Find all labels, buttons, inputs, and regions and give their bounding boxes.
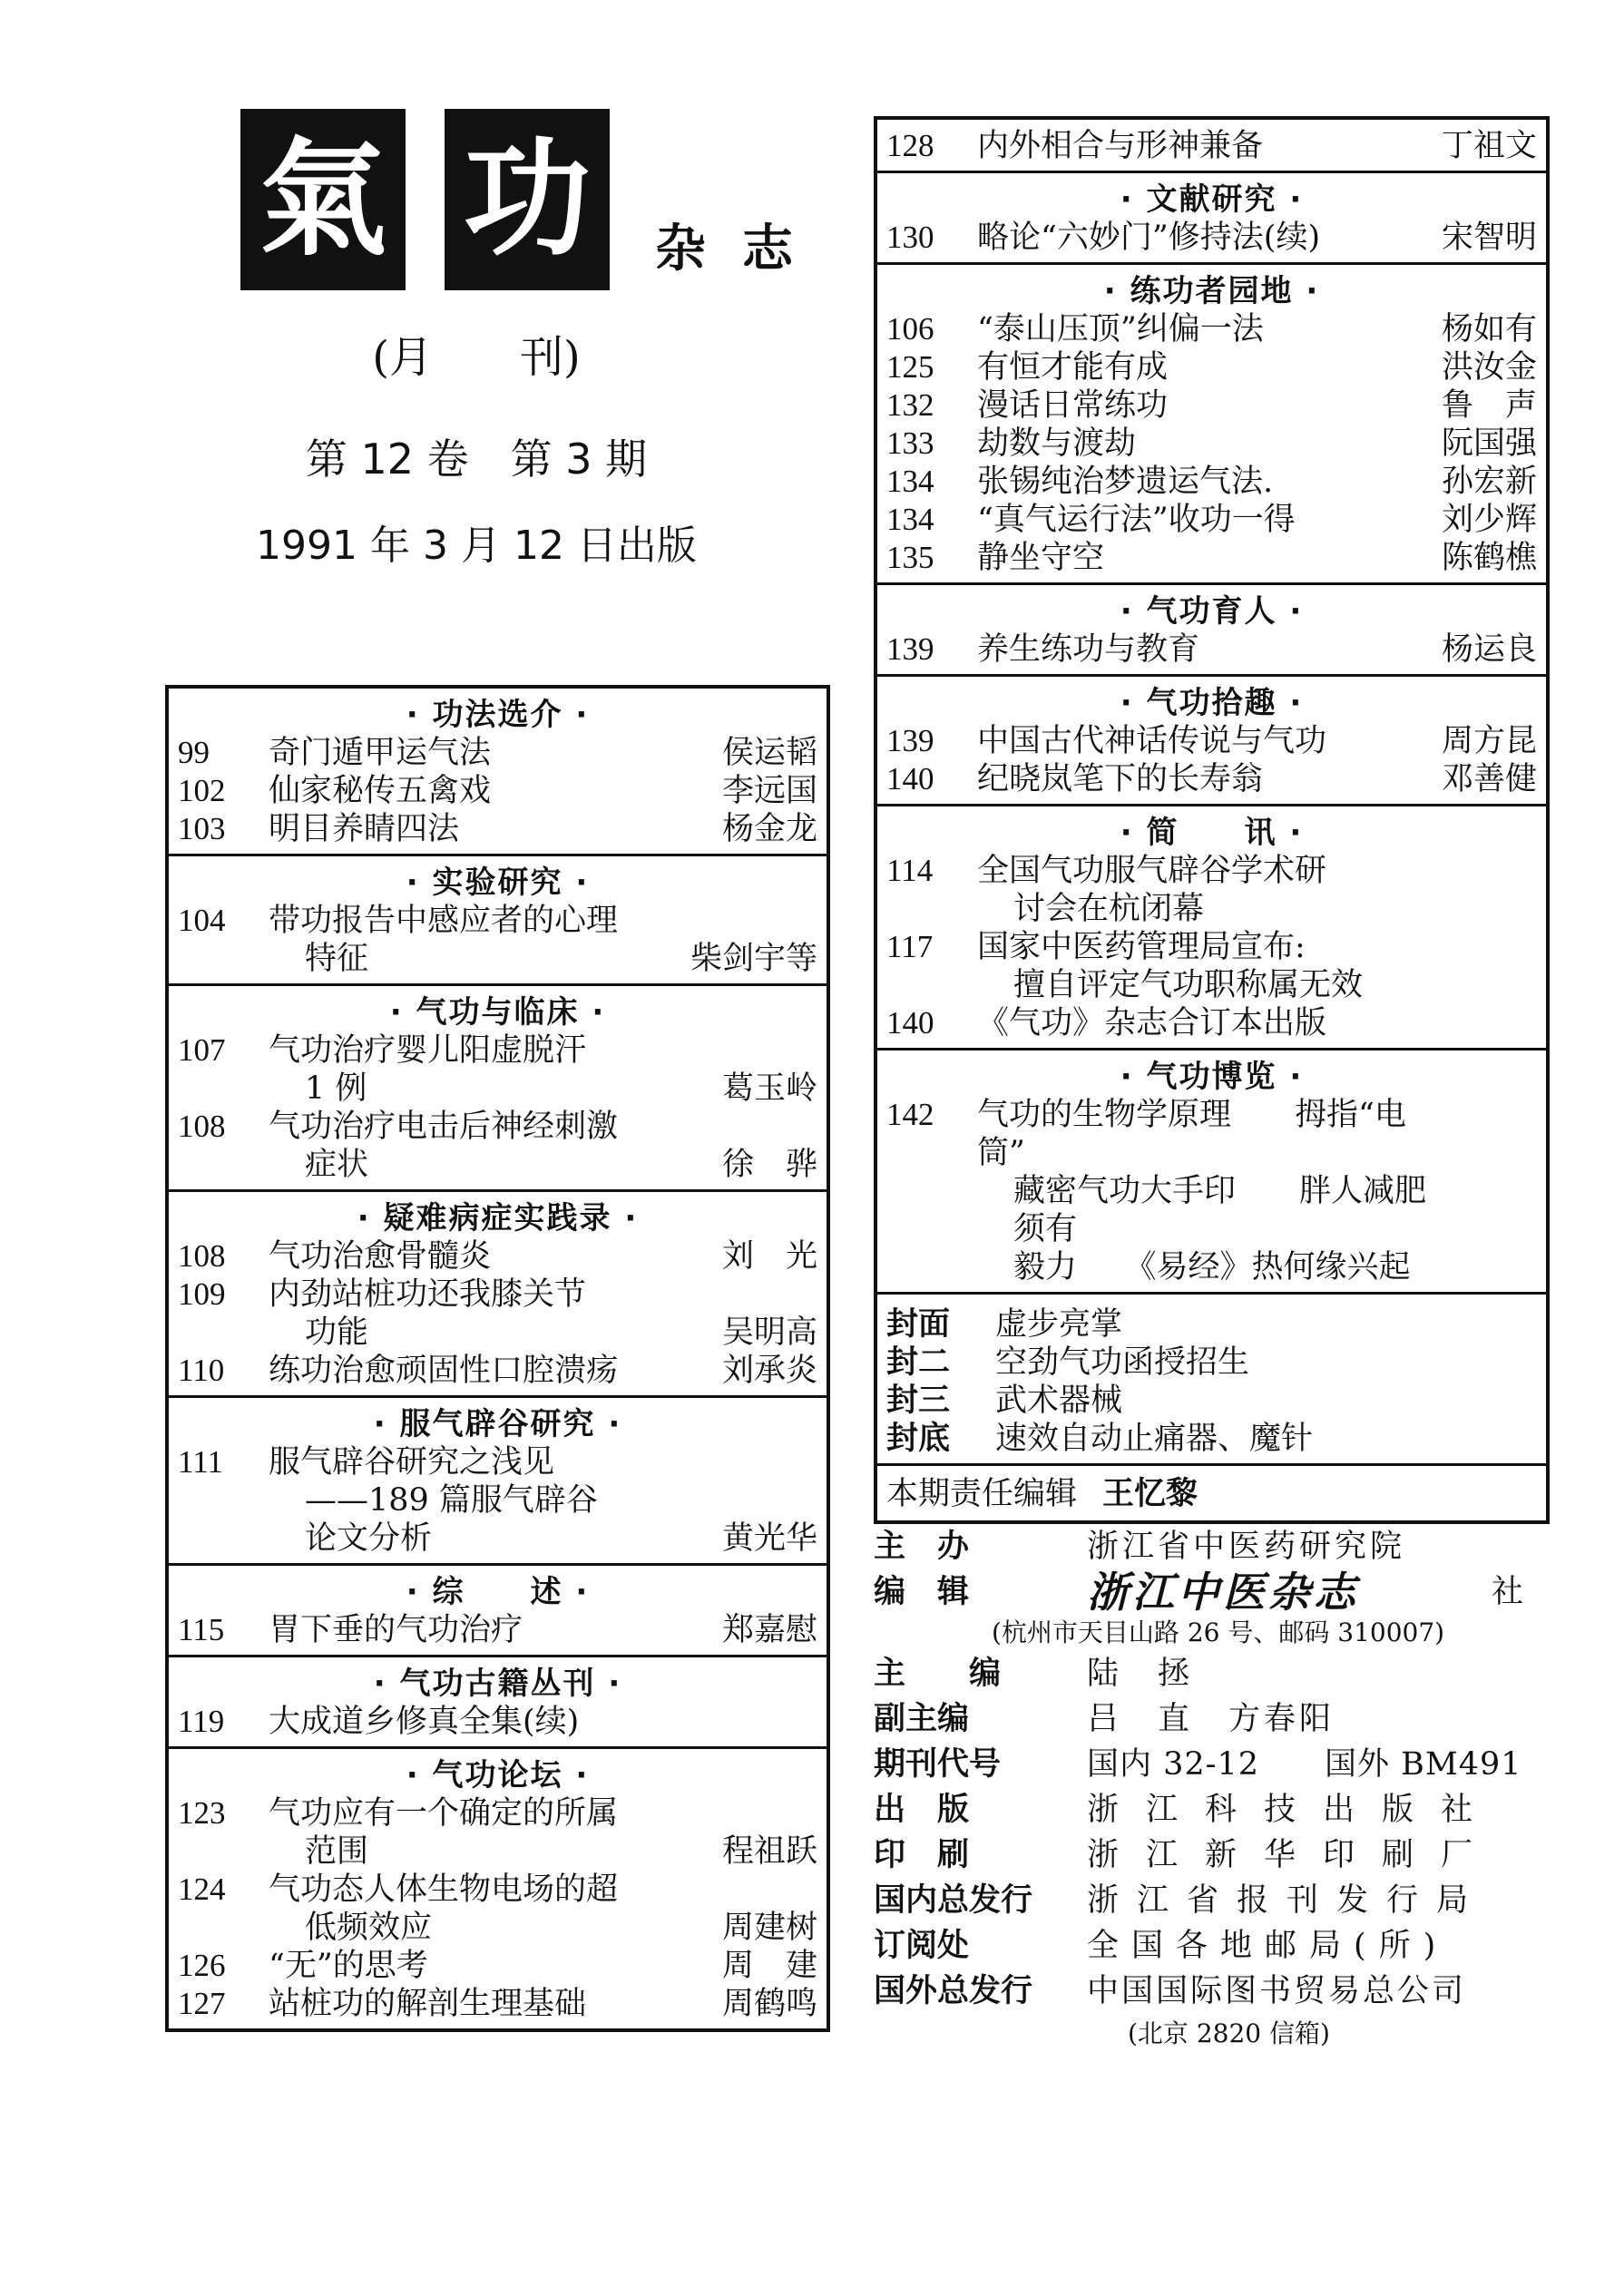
article-author: 柴剑宇等 [690,941,817,977]
toc-section [169,983,827,1189]
toc-entry[interactable] [886,539,1537,577]
article-author [709,1871,817,1909]
toc-section [169,1563,827,1655]
page-number [178,1832,269,1871]
section-title: · 气功育人 · [1120,593,1304,630]
toc-entry[interactable] [886,760,1537,798]
page-number: 134 [886,464,934,499]
printer-value: 浙江新华印刷厂 [1087,1837,1501,1873]
toc-entry[interactable] [178,1794,817,1832]
subscribe-row [874,1923,1527,1969]
article-author: 刘承炎 [721,1353,817,1389]
article-title: 低频效应 [305,1910,433,1946]
subscribe-value: 全国各地邮局(所) [1087,1928,1449,1964]
sponsor-value: 浙江省中医药研究院 [1087,1529,1406,1565]
printer-row [874,1832,1527,1878]
page-number: 133 [886,425,934,461]
toc-entry[interactable] [178,1443,817,1481]
article-title: 功能 [305,1314,369,1351]
toc-entry[interactable] [178,1352,817,1390]
page-number: 139 [886,723,934,758]
toc-section [877,582,1546,674]
section-title: · 文献研究 · [1120,181,1304,218]
page-number: 123 [178,1795,226,1831]
domestic-value: 浙江省报刊发行局 [1087,1882,1487,1919]
foreign-value: 中国国际图书贸易总公司 [1087,1973,1467,2009]
page-number: 119 [178,1704,225,1739]
toc-entry[interactable] [886,425,1537,463]
page-number: 104 [178,903,226,938]
page-number: 134 [886,502,934,537]
toc-entry[interactable] [178,1947,817,1985]
page-number [178,1314,269,1352]
toc-section [169,689,827,854]
cover-entry [886,1382,1537,1420]
section-title: · 气功古籍丛刊 · [373,1666,622,1702]
toc-entry[interactable] [178,1031,817,1070]
article-title: 静坐守空 [977,540,1105,576]
foreign-label: 国外总发行 [874,1973,1033,2009]
page-number: 128 [886,128,934,163]
cover-entry [886,1344,1537,1382]
toc-entry[interactable] [178,1275,817,1314]
article-author: 邓善健 [1441,761,1537,797]
logo-gong: 功 [445,109,610,290]
cover-label: 封面 [886,1306,951,1343]
volume-issue: 第 12 卷 第 3 期 [305,435,648,484]
article-title: 练功治愈顽固性口腔溃疡 [269,1353,619,1389]
page-number: 115 [178,1612,225,1647]
article-author: 鲁 声 [1441,387,1537,424]
article-title: 服气辟谷研究之浅见 [269,1444,555,1481]
article-author [1428,852,1537,890]
magazine-subtitle: 杂志 [655,220,829,279]
article-title: 中国古代神话传说与气功 [977,723,1327,759]
article-author [709,1703,817,1741]
article-author: 孙宏新 [1441,464,1537,500]
toc-entry[interactable] [178,772,817,810]
article-author [709,1481,817,1520]
section-title: · 综 述 · [406,1574,590,1610]
toc-section [877,120,1546,171]
toc-section [169,1655,827,1746]
chief-value: 陆 拯 [1087,1656,1194,1692]
article-author: 吴明高 [721,1314,817,1351]
editor-label: 编 辑 [874,1574,970,1610]
toc-entry[interactable] [178,1314,817,1352]
article-author [709,1794,817,1832]
toc-entry[interactable] [886,348,1537,386]
article-title: 内外相合与形神兼备 [977,128,1264,164]
toc-entry[interactable] [178,1520,817,1558]
toc-entry[interactable] [178,1108,817,1146]
article-title: 国家中医药管理局宣布: [977,929,1306,965]
page-number: 111 [178,1444,223,1480]
article-title: 奇门遁甲运气法 [269,735,492,771]
frequency-label: (月 刊) [372,332,581,383]
article-author [709,1031,817,1070]
page-number: 117 [886,929,934,964]
code-value: 国内 32-12 国外 BM491 [1087,1746,1522,1783]
section-title: · 功法选介 · [406,697,590,733]
page-number: 139 [886,631,934,667]
article-title: 大成道乡修真全集(续) [269,1704,580,1740]
article-title: 症状 [305,1147,369,1183]
section-title: · 疑难病症实践录 · [357,1200,639,1236]
article-author [1428,1172,1537,1248]
sponsor-label: 主 办 [874,1529,970,1565]
toc-entry[interactable] [178,810,817,848]
article-title: 劫数与渡劫 [977,425,1137,462]
toc-entry[interactable] [178,1871,817,1909]
toc-section [877,1048,1546,1292]
article-title: 略论“六妙门”修持法(续) [977,220,1321,256]
article-author: 周方昆 [1441,723,1537,759]
article-title: 有恒才能有成 [977,349,1169,386]
page-number: 130 [886,220,934,255]
toc-entry[interactable] [886,722,1537,760]
publisher-value: 浙江科技出版社 [1087,1792,1501,1828]
cover-text: 空劲气功函授招生 [995,1344,1250,1381]
article-author: 李远国 [721,773,817,809]
page-number: 124 [178,1871,226,1907]
toc-entry[interactable] [886,310,1537,348]
editor-line-label: 本期责任编辑 [886,1476,1078,1512]
domestic-row [874,1878,1527,1923]
article-author: 杨如有 [1441,311,1537,347]
domestic-label: 国内总发行 [874,1882,1033,1919]
article-author [1428,928,1537,966]
article-title: “泰山压顶”纠偏一法 [977,311,1264,347]
article-author: 侯运韬 [721,735,817,771]
toc-entry[interactable] [178,1985,817,2023]
toc-entry[interactable] [886,1004,1537,1042]
article-author [709,1108,817,1146]
article-author: 葛玉岭 [721,1070,817,1107]
toc-entry[interactable] [886,219,1537,257]
article-title: 气功的生物学原理 拇指“电筒” [977,1097,1406,1171]
article-title: 养生练功与教育 [977,631,1200,668]
article-author [1428,1004,1537,1042]
article-title: “真气运行法”收功一得 [977,502,1296,538]
foreign-row [874,1969,1527,2014]
toc-entry[interactable] [886,928,1537,966]
toc-entry[interactable] [886,1248,1537,1286]
right-contents-box [874,116,1550,1524]
page-number: 140 [886,761,934,796]
article-author: 郑嘉慰 [721,1612,817,1648]
section-title: · 简 讯 · [1120,815,1304,851]
article-author: 徐 骅 [721,1147,817,1183]
toc-section [169,1189,827,1395]
code-row [874,1742,1527,1787]
page-number: 99 [178,735,210,770]
article-author: 陈鹤樵 [1441,540,1537,576]
article-title: 气功应有一个确定的所属 [269,1795,619,1832]
article-author [1428,1096,1537,1172]
article-title: 擅自评定气功职称属无效 [1013,967,1364,1003]
cover-text: 武术器械 [995,1383,1123,1419]
code-label: 期刊代号 [874,1746,1002,1783]
section-title: · 练功者园地 · [1103,273,1320,309]
editor-line-name: 王忆黎 [1102,1476,1198,1512]
toc-entry[interactable] [178,1909,817,1947]
editor-value-wrap [1087,1569,1527,1615]
article-author: 周鹤鸣 [721,1986,817,2022]
page-number [886,1172,977,1248]
page-number: 114 [886,853,934,888]
toc-entry[interactable] [886,852,1537,890]
toc-entry[interactable] [178,902,817,940]
sponsor-row [874,1524,1527,1569]
article-author [709,1443,817,1481]
page-number: 106 [886,311,934,347]
article-title: 1 例 [305,1070,367,1107]
toc-section [877,804,1546,1048]
section-title: · 实验研究 · [406,865,590,901]
cover-label: 封底 [886,1421,951,1457]
editor-suffix: 社 [1491,1574,1527,1610]
cover-entry [886,1420,1537,1458]
toc-entry[interactable] [178,1832,817,1871]
page-number: 142 [886,1097,934,1132]
article-author [709,902,817,940]
section-title: · 服气辟谷研究 · [373,1406,622,1442]
article-author [709,1275,817,1314]
page-number [886,890,977,928]
toc-section [169,1746,827,2028]
publisher-label: 出 版 [874,1792,970,1828]
section-title: · 气功论坛 · [406,1757,590,1793]
article-author: 程祖跃 [721,1833,817,1870]
left-contents-box [165,685,830,2032]
article-title: 气功治疗电击后神经刺激 [269,1109,619,1145]
article-title: 藏密气功大手印 胖人减肥须有 [1013,1173,1427,1247]
toc-entry[interactable] [886,890,1537,928]
article-author [1428,1248,1537,1286]
page-number: 135 [886,540,934,575]
article-author: 宋智明 [1441,220,1537,256]
section-title: · 气功拾趣 · [1120,685,1304,721]
page-number [178,1070,269,1108]
toc-entry[interactable] [178,734,817,772]
page-number: 127 [178,1986,226,2021]
page-number: 110 [178,1353,225,1388]
toc-section [169,1395,827,1563]
page-number [178,1520,269,1558]
article-title: “无”的思考 [269,1948,428,1984]
page-number: 108 [178,1109,226,1144]
page-number [886,1248,977,1286]
toc-entry[interactable] [886,1172,1537,1248]
article-author: 阮国强 [1441,425,1537,462]
article-title: 全国气功服气辟谷学术研 [977,853,1327,889]
article-title: 带功报告中感应者的心理 [269,903,619,939]
chief-row [874,1651,1527,1696]
article-author [1428,890,1537,928]
page-number: 107 [178,1032,226,1068]
page-number: 108 [178,1238,226,1274]
toc-entry[interactable] [178,1070,817,1108]
subscribe-label: 订阅处 [874,1928,970,1964]
logo-qi: 氣 [240,109,406,290]
printer-label: 印 刷 [874,1837,970,1873]
page-number: 102 [178,773,226,808]
deputy-row [874,1696,1527,1742]
page-number: 125 [886,349,934,385]
page-number: 132 [886,387,934,423]
page-number: 103 [178,811,226,846]
toc-entry[interactable] [178,1146,817,1184]
article-title: 特征 [305,941,369,977]
page-number [178,1146,269,1184]
publication-date: 1991 年 3 月 12 日出版 [256,523,697,569]
page-number: 109 [178,1276,226,1312]
toc-entry[interactable] [178,1611,817,1649]
toc-entry[interactable] [886,501,1537,539]
article-title: 明目养睛四法 [269,811,460,847]
toc-entry[interactable] [178,1703,817,1741]
article-title: 论文分析 [305,1520,433,1557]
article-title: 气功态人体生物电场的超 [269,1871,619,1908]
article-title: ——189 篇服气辟谷 [305,1482,598,1519]
cover-label: 封二 [886,1344,951,1381]
cover-text: 虚步亮掌 [995,1306,1123,1343]
article-author: 黄光华 [721,1520,817,1557]
section-title: · 气功博览 · [1120,1059,1304,1095]
page-number [178,1481,269,1520]
article-title: 内劲站桩功还我膝关节 [269,1276,587,1313]
article-title: 毅力 《易经》热何缘兴起 [1013,1249,1411,1285]
article-author: 刘 光 [721,1238,817,1275]
article-title: 气功治疗婴儿阳虚脱汗 [269,1032,587,1069]
article-title: 仙家秘传五禽戏 [269,773,492,809]
publisher-row [874,1787,1527,1832]
toc-entry[interactable] [886,386,1537,425]
article-author: 杨金龙 [721,811,817,847]
article-title: 纪晓岚笔下的长寿翁 [977,761,1264,797]
covers-section [877,1292,1546,1463]
article-title: 漫话日常练功 [977,387,1169,424]
editor-value: 浙江中医杂志 [1087,1568,1359,1617]
article-author: 周 建 [721,1948,817,1984]
article-author: 洪汝金 [1441,349,1537,386]
toc-section [877,674,1546,804]
toc-entry[interactable] [886,630,1537,669]
article-author: 刘少辉 [1441,502,1537,538]
article-title: 站桩功的解剖生理基础 [269,1986,587,2022]
page-number [886,966,977,1004]
toc-section [877,262,1546,582]
toc-section [169,854,827,983]
mailbox: (北京 2820 信箱) [1128,2018,1330,2048]
article-author: 杨运良 [1441,631,1537,668]
toc-entry[interactable] [886,127,1537,165]
toc-section [877,171,1546,262]
page-number [178,940,269,978]
article-author: 丁祖文 [1441,128,1537,164]
article-title: 气功治愈骨髓炎 [269,1238,492,1275]
cover-entry [886,1305,1537,1344]
toc-entry[interactable] [886,1096,1537,1172]
cover-label: 封三 [886,1383,951,1419]
article-title: 张锡纯治梦遗运气法. [977,464,1274,500]
section-title: · 气功与临床 · [389,994,606,1031]
page-number [178,1909,269,1947]
article-title: 《气功》杂志合订本出版 [977,1005,1327,1041]
toc-entry[interactable] [178,1237,817,1275]
toc-entry[interactable] [178,1481,817,1520]
editor-row [874,1569,1527,1615]
article-title: 范围 [305,1833,369,1870]
address: (杭州市天目山路 26 号、邮码 310007) [992,1617,1445,1647]
article-title: 讨会在杭闭幕 [1013,891,1205,927]
page-number: 140 [886,1005,934,1041]
deputy-value: 吕 直 方春阳 [1087,1701,1335,1737]
chief-label: 主 编 [874,1656,1002,1692]
page-number: 126 [178,1948,226,1983]
toc-entry[interactable] [886,966,1537,1004]
article-author: 周建树 [721,1910,817,1946]
article-title: 胃下垂的气功治疗 [269,1612,523,1648]
toc-entry[interactable] [886,463,1537,501]
editor-line [877,1463,1546,1520]
article-author [1428,966,1537,1004]
toc-entry[interactable] [178,940,817,978]
cover-text: 速效自动止痛器、魔针 [995,1421,1314,1457]
deputy-label: 副主编 [874,1701,970,1737]
colophon [874,1524,1527,2054]
